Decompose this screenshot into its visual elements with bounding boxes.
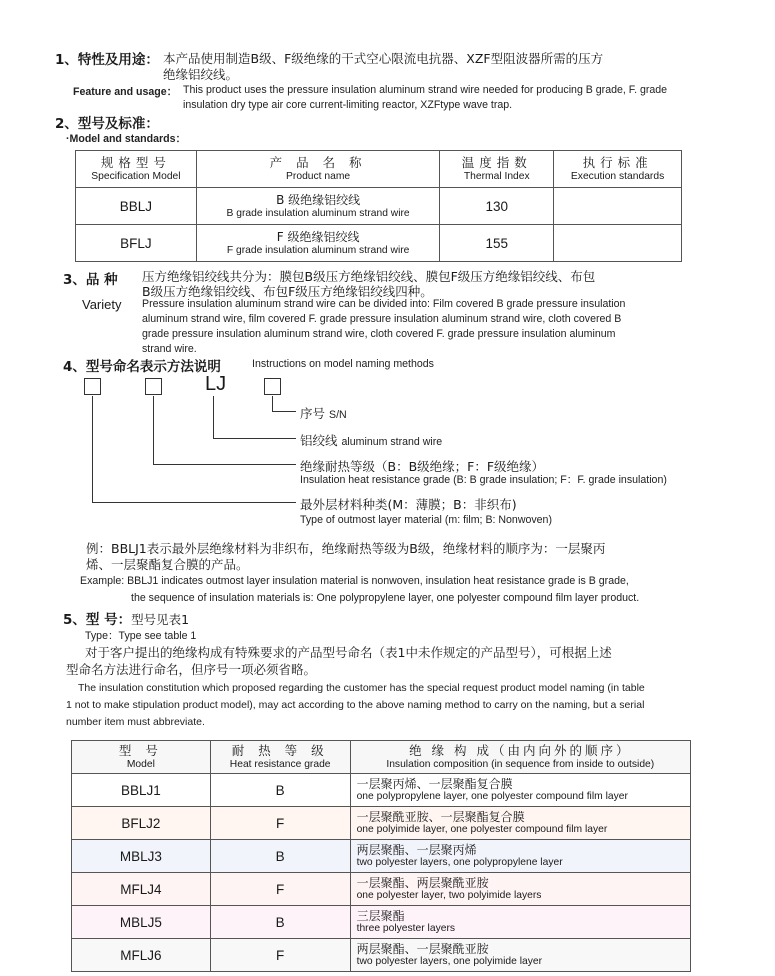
section3-en-line4: strand wire. xyxy=(142,343,197,355)
type-composition: 一层聚丙烯、一层聚酯复合膜 one polypropylene layer, one polyester compound film layer xyxy=(350,774,690,807)
section1-en-line2: insulation dry type air core current-limiting reactor, XZFtype wave trap. xyxy=(183,99,513,111)
type-grade: B xyxy=(210,840,350,873)
example-en-line1: Example: BBLJ1 indicates outmost layer insulation material is nonwoven, insulation heat resistance grade is B grade, xyxy=(80,575,629,587)
type-table xyxy=(71,740,691,972)
type-grade: F xyxy=(210,873,350,906)
spec-index: 155 xyxy=(440,225,554,262)
section5-cn-line2: 型命名方法进行命名，但序号一项必须省略。 xyxy=(66,662,317,677)
spec-header-std: 执行标准 Execution standards xyxy=(554,151,682,188)
wire-connector-v xyxy=(213,396,214,439)
wire-label: 铝绞线 aluminum strand wire xyxy=(300,433,443,448)
type-composition: 一层聚酯、两层聚酰亚胺 one polyester layer, two polyimide layers xyxy=(350,873,690,906)
type-model: BFLJ2 xyxy=(72,807,211,840)
spec-name: F 级绝缘铝绞线 F grade insulation aluminum strand wire xyxy=(196,225,440,262)
section2-heading: 2、型号及标准： xyxy=(55,116,159,132)
type-model: MFLJ4 xyxy=(72,873,211,906)
spec-header-model: 规格型号 Specification Model xyxy=(76,151,197,188)
section3-en-line2: aluminum strand wire, film covered F. grade pressure insulation aluminum strand wire, cloth covered B xyxy=(142,313,622,325)
spec-header-name: 产 品 名 称 Product name xyxy=(196,151,440,188)
section1-heading: 1、特性及用途： xyxy=(55,52,159,68)
section5-heading: 5、型 号：型号见表1 xyxy=(63,612,190,628)
example-en-line2: the sequence of insulation materials is: One polypropylene layer, one polyester compound film layer product. xyxy=(131,592,640,604)
spec-name: B 级绝缘铝绞线 B grade insulation aluminum strand wire xyxy=(196,188,440,225)
grade-label-cn: 绝缘耐热等级（B：B级绝缘；F：F级绝缘） xyxy=(300,459,545,474)
section1-en-line1: This product uses the pressure insulation aluminum strand wire needed for producing B grade, F. grade xyxy=(183,84,668,96)
type-grade: F xyxy=(210,807,350,840)
serial-connector-h xyxy=(272,411,296,412)
table-row xyxy=(76,225,682,262)
table-row xyxy=(72,873,691,906)
spec-table xyxy=(75,150,682,262)
type-header-grade: 耐 热 等 级 Heat resistance grade xyxy=(210,741,350,774)
type-model: MFLJ6 xyxy=(72,939,211,972)
section2-en: ·Model and standards： xyxy=(66,133,187,145)
serial-box xyxy=(264,378,281,395)
serial-label: 序号 S/N xyxy=(300,406,347,421)
type-table-header xyxy=(72,741,691,774)
grade-connector-h xyxy=(153,464,296,465)
example-cn-line2: 烯、一层聚酯复合膜的产品。 xyxy=(86,557,249,572)
section3-en-label: Variety xyxy=(82,297,122,312)
section5-en: Type：Type see table 1 xyxy=(85,630,197,642)
table-row xyxy=(72,774,691,807)
spec-std xyxy=(554,188,682,225)
type-grade: B xyxy=(210,774,350,807)
example-cn-line1: 例：BBLJ1表示最外层绝缘材料为非织布，绝缘耐热等级为B级，绝缘材料的顺序为：一层聚丙 xyxy=(86,541,606,556)
type-composition: 一层聚酰亚胺、一层聚酯复合膜 one polyimide layer, one polyester compound film layer xyxy=(350,807,690,840)
section3-heading: 3、品 种 xyxy=(63,272,118,288)
section5-en-line2: 1 not to make stipulation product model), may act according to the above naming method to carry on the naming, but a serial xyxy=(66,699,645,711)
section4-heading: 4、型号命名表示方法说明 xyxy=(63,359,221,375)
section3-en-line3: grade pressure insulation aluminum strand wire, cloth covered F. grade pressure insulation aluminum xyxy=(142,328,616,340)
grade-connector-v xyxy=(153,396,154,465)
serial-connector-v xyxy=(272,396,273,412)
spec-std xyxy=(554,225,682,262)
grade-box xyxy=(145,378,162,395)
lj-code: LJ xyxy=(205,373,227,395)
outer-label-en: Type of outmost layer material (m: film; B: Nonwoven) xyxy=(300,514,552,526)
table-row xyxy=(72,939,691,972)
wire-connector-h xyxy=(213,438,296,439)
section1-cn-line2: 绝缘铝绞线。 xyxy=(163,67,239,82)
section3-cn-line1: 压方绝缘铝绞线共分为：膜包B级压方绝缘铝绞线、膜包F级压方绝缘铝绞线、布包 xyxy=(142,269,596,284)
grade-label-en: Insulation heat resistance grade (B: B grade insulation; F：F. grade insulation) xyxy=(300,474,667,486)
section1-cn-line1: 本产品使用制造B级、F级绝缘的干式空心限流电抗器、XZF型阻波器所需的压方 xyxy=(163,51,604,66)
table-row xyxy=(72,840,691,873)
outer-connector-v xyxy=(92,396,93,503)
type-grade: B xyxy=(210,906,350,939)
type-composition: 两层聚酯、一层聚丙烯 two polyester layers, one polypropylene layer xyxy=(350,840,690,873)
table-row xyxy=(76,188,682,225)
type-header-comp: 绝 缘 构 成（由内向外的顺序） Insulation composition (in sequence from inside to outside) xyxy=(350,741,690,774)
type-header-model: 型 号 Model xyxy=(72,741,211,774)
type-composition: 两层聚酯、一层聚酰亚胺 two polyester layers, one polyimide layer xyxy=(350,939,690,972)
type-composition: 三层聚酯 three polyester layers xyxy=(350,906,690,939)
spec-index: 130 xyxy=(440,188,554,225)
outer-layer-box xyxy=(84,378,101,395)
section5-en-line1: The insulation constitution which proposed regarding the customer has the special request product model naming (in table xyxy=(78,682,645,694)
type-model: MBLJ5 xyxy=(72,906,211,939)
section1-en-label: Feature and usage： xyxy=(73,86,178,98)
spec-header-index: 温度指数 Thermal Index xyxy=(440,151,554,188)
spec-model: BFLJ xyxy=(76,225,197,262)
table-row xyxy=(72,906,691,939)
spec-table-header xyxy=(76,151,682,188)
section3-cn-line2: B级压方绝缘铝绞线、布包F级压方绝缘铝绞线四种。 xyxy=(142,284,433,299)
section3-en-line1: Pressure insulation aluminum strand wire can be divided into: Film covered B grade pressure insulation xyxy=(142,298,626,310)
outer-connector-h xyxy=(92,502,296,503)
section4-en: Instructions on model naming methods xyxy=(252,358,434,370)
table-row xyxy=(72,807,691,840)
section5-cn-line1: 对于客户提出的绝缘构成有特殊要求的产品型号命名（表1中未作规定的产品型号），可根据上述 xyxy=(85,645,612,660)
spec-model: BBLJ xyxy=(76,188,197,225)
type-model: BBLJ1 xyxy=(72,774,211,807)
outer-label-cn: 最外层材料种类(M：薄膜；B：非织布) xyxy=(300,497,517,512)
type-grade: F xyxy=(210,939,350,972)
section5-en-line3: number item must abbreviate. xyxy=(66,716,205,728)
type-model: MBLJ3 xyxy=(72,840,211,873)
